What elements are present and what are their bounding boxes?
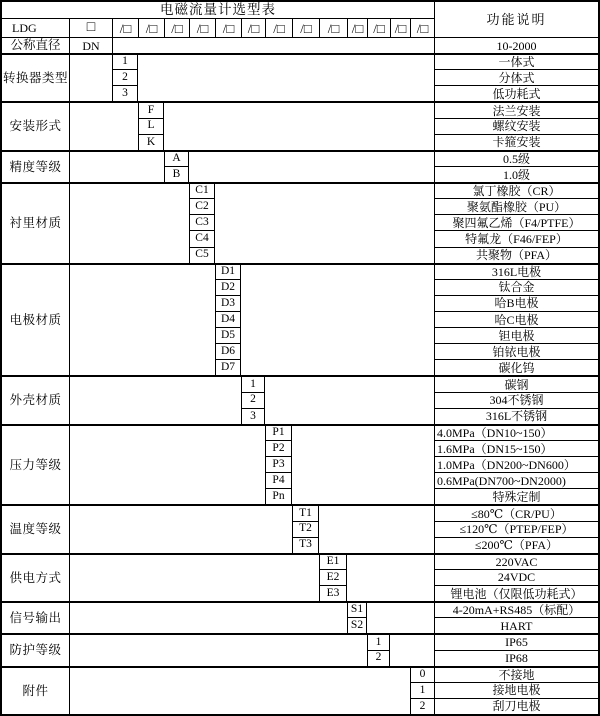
code-cell: D1 [215, 263, 241, 279]
code-cell: 3 [241, 408, 265, 424]
code-cell: P1 [265, 424, 292, 440]
code-cell: 2 [112, 69, 138, 85]
function-cell-dn: 10-2000 [434, 37, 598, 53]
model-code-slot: /□ [138, 18, 164, 37]
spacer-cell [69, 666, 410, 714]
code-cell: 1 [241, 375, 265, 391]
function-cell: 4.0MPa（DN10~150） [434, 424, 598, 440]
model-code-box: □ [69, 18, 112, 37]
function-cell: ≤200℃（PFA） [434, 537, 598, 553]
function-column-header: 功能说明 [434, 2, 598, 37]
code-cell: S1 [347, 601, 367, 617]
code-cell: D6 [215, 343, 241, 359]
code-cell: T2 [292, 521, 319, 537]
function-cell: 特殊定制 [434, 488, 598, 504]
function-cell: IP68 [434, 650, 598, 666]
function-cell: 一体式 [434, 53, 598, 69]
function-cell: 特氟龙（F46/FEP） [434, 230, 598, 246]
spacer-cell [189, 150, 434, 182]
function-cell: 分体式 [434, 69, 598, 85]
function-cell: 316L电极 [434, 263, 598, 279]
code-cell: C4 [189, 230, 215, 246]
function-cell: 哈C电极 [434, 311, 598, 327]
code-cell: 1 [410, 682, 434, 698]
spacer-cell [390, 633, 434, 665]
category-label: 信号输出 [2, 601, 69, 633]
spacer-cell [69, 424, 265, 505]
code-cell: P4 [265, 472, 292, 488]
model-code-slot: /□ [347, 18, 367, 37]
code-cell: D2 [215, 279, 241, 295]
code-cell: C1 [189, 182, 215, 198]
model-code-slot: /□ [112, 18, 138, 37]
spacer-cell [69, 504, 292, 552]
function-cell: 刮刀电极 [434, 698, 598, 714]
model-code-slot: /□ [164, 18, 189, 37]
spacer-cell [367, 601, 434, 633]
category-label: 精度等级 [2, 150, 69, 182]
code-cell: 0 [410, 666, 434, 682]
function-cell: 卡箍安装 [434, 134, 598, 150]
code-cell: F [138, 101, 164, 117]
spacer-cell [215, 182, 434, 263]
model-code-slot: /□ [319, 18, 347, 37]
function-cell: 220VAC [434, 553, 598, 569]
function-cell: 螺纹安装 [434, 118, 598, 134]
code-cell: T1 [292, 504, 319, 520]
code-cell: T3 [292, 537, 319, 553]
category-label-dn: 公称直径 [2, 37, 69, 53]
category-label: 防护等级 [2, 633, 69, 665]
code-cell: Pn [265, 488, 292, 504]
code-cell: D5 [215, 327, 241, 343]
spacer-cell [69, 553, 319, 601]
category-label: 供电方式 [2, 553, 69, 601]
spacer-cell [112, 37, 434, 53]
spacer-cell [69, 182, 189, 263]
code-cell: P3 [265, 456, 292, 472]
spacer-cell [69, 150, 164, 182]
code-cell: E2 [319, 569, 347, 585]
code-cell-dn: DN [69, 37, 112, 53]
code-cell: D4 [215, 311, 241, 327]
function-cell: 碳钢 [434, 375, 598, 391]
category-label: 电极材质 [2, 263, 69, 376]
function-cell: 哈B电极 [434, 295, 598, 311]
code-cell: 1 [367, 633, 390, 649]
function-cell: 钛合金 [434, 279, 598, 295]
category-label: 衬里材质 [2, 182, 69, 263]
model-code-slot: /□ [189, 18, 215, 37]
function-cell: 1.0MPa（DN200~DN600） [434, 456, 598, 472]
category-label: 外壳材质 [2, 375, 69, 423]
spacer-cell [347, 553, 434, 601]
model-prefix-cell: LDG [2, 18, 69, 37]
function-cell: 聚氨酯橡胶（PU） [434, 198, 598, 214]
spacer-cell [69, 101, 138, 149]
function-cell: 碳化钨 [434, 359, 598, 375]
function-cell: 24VDC [434, 569, 598, 585]
spacer-cell [69, 601, 347, 633]
spacer-cell [69, 375, 241, 423]
function-cell: ≤120℃（PTEP/FEP） [434, 521, 598, 537]
category-label: 压力等级 [2, 424, 69, 505]
category-label: 转换器类型 [2, 53, 69, 101]
spacer-cell [164, 101, 434, 149]
function-cell: HART [434, 617, 598, 633]
function-cell: 不接地 [434, 666, 598, 682]
function-cell: 304不锈钢 [434, 392, 598, 408]
code-cell: C3 [189, 214, 215, 230]
code-cell: S2 [347, 617, 367, 633]
code-cell: C5 [189, 247, 215, 263]
model-code-slot: /□ [410, 18, 434, 37]
model-code-slot: /□ [367, 18, 390, 37]
function-cell: 接地电极 [434, 682, 598, 698]
spacer-cell [241, 263, 434, 376]
function-cell: 低功耗式 [434, 85, 598, 101]
code-cell: E3 [319, 585, 347, 601]
code-cell: D3 [215, 295, 241, 311]
function-cell: 铂铱电极 [434, 343, 598, 359]
code-cell: A [164, 150, 189, 166]
code-cell: 1 [112, 53, 138, 69]
function-cell: 聚四氟乙烯（F4/PTFE） [434, 214, 598, 230]
model-code-slot: /□ [241, 18, 265, 37]
model-code-slot: /□ [292, 18, 319, 37]
code-cell: 2 [367, 650, 390, 666]
function-cell: 1.6MPa（DN15~150） [434, 440, 598, 456]
function-cell: 1.0级 [434, 166, 598, 182]
category-label: 安装形式 [2, 101, 69, 149]
function-cell: 法兰安装 [434, 101, 598, 117]
category-label: 温度等级 [2, 504, 69, 552]
spacer-cell [138, 53, 434, 101]
spacer-cell [292, 424, 434, 505]
function-cell: IP65 [434, 633, 598, 649]
function-cell: 共聚物（PFA） [434, 247, 598, 263]
function-cell: 4-20mA+RS485（标配） [434, 601, 598, 617]
function-cell: 316L不锈钢 [434, 408, 598, 424]
spacer-cell [69, 633, 367, 665]
code-cell: B [164, 166, 189, 182]
code-cell: P2 [265, 440, 292, 456]
function-cell: ≤80℃（CR/PU） [434, 504, 598, 520]
function-cell: 氯丁橡胶（CR） [434, 182, 598, 198]
spacer-cell [69, 263, 215, 376]
function-cell: 0.5级 [434, 150, 598, 166]
category-label: 附件 [2, 666, 69, 714]
spacer-cell [319, 504, 434, 552]
code-cell: L [138, 118, 164, 134]
model-code-slot: /□ [390, 18, 410, 37]
model-code-slot: /□ [215, 18, 241, 37]
function-cell: 钽电极 [434, 327, 598, 343]
spacer-cell [69, 53, 112, 101]
function-cell: 0.6MPa(DN700~DN2000) [434, 472, 598, 488]
code-cell: 2 [410, 698, 434, 714]
function-cell: 锂电池（仅限低功耗式） [434, 585, 598, 601]
code-cell: C2 [189, 198, 215, 214]
table-title: 电磁流量计选型表 [160, 2, 276, 18]
code-cell: D7 [215, 359, 241, 375]
model-code-slot: /□ [265, 18, 292, 37]
code-cell: 3 [112, 85, 138, 101]
spacer-cell [265, 375, 434, 423]
code-cell: K [138, 134, 164, 150]
code-cell: 2 [241, 392, 265, 408]
code-cell: E1 [319, 553, 347, 569]
